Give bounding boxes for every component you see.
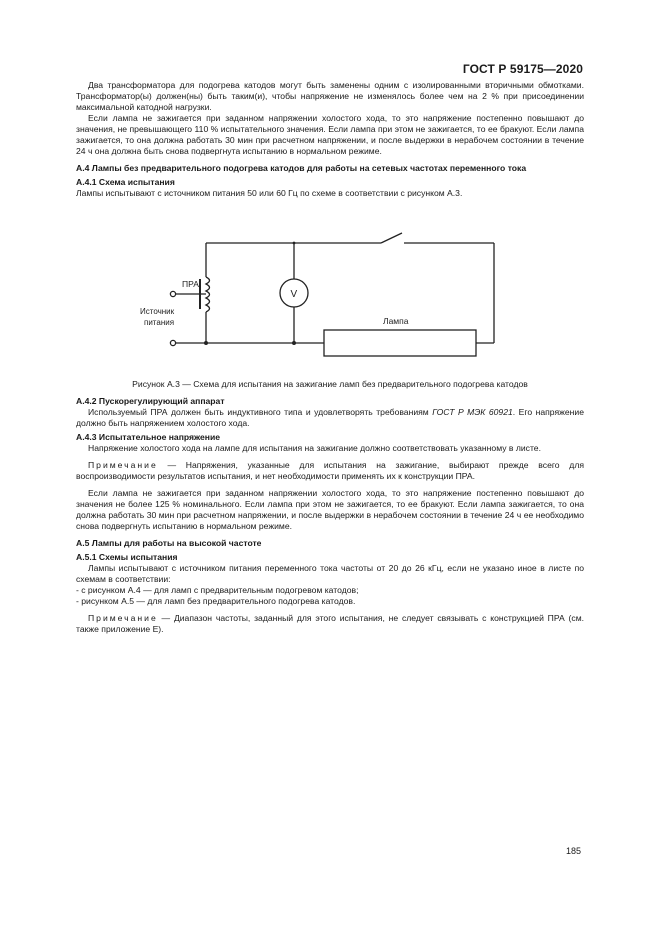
- paragraph: Если лампа не зажигается при заданном напряжении холостого хода, то это напряжение постепенно повышают до значения не более 125 % номинального. Если лампа при этом не зажигается, то ее бракуют. Если лампа зажигается, то она должна работать 30 мин при расчетном напряжении, и после выдержки в нерабочем состоянии в течение 24 ч ее необходимо снова подвергнуть испытанию в нормальном режиме.: [76, 488, 584, 531]
- figure-caption: Рисунок А.3 — Схема для испытания на зажигание ламп без предварительного подогрева катодов: [132, 379, 528, 389]
- junction-dot: [292, 341, 296, 345]
- paragraph: Напряжение холостого хода на лампе для испытания на зажигание должно соответствовать указанному в листе.: [88, 443, 541, 453]
- list-item: - рисунком А.5 — для ламп без предварительного подогрева катодов.: [76, 596, 356, 606]
- source-label-line1: Источник: [140, 307, 175, 316]
- note-label: Примечание: [88, 460, 158, 470]
- paragraph: Два трансформатора для подогрева катодов могут быть заменены одним с изолированными вторичными обмотками. Трансформатор(ы) должен(ны) быть таким(и), чтобы напряжение не изменялось более чем на 2 % при присоединении максимальной катодной нагрузки.: [76, 80, 584, 112]
- note-text: — Диапазон частоты, заданный для этого испытания, не следует связывать с конструкцией ПРА (см. также приложение Е).: [76, 613, 584, 634]
- document-header: ГОСТ Р 59175—2020: [462, 62, 583, 76]
- source-label-line2: питания: [144, 318, 175, 327]
- list-item: - с рисунком А.4 — для ламп с предварительным подогревом катодов;: [76, 585, 359, 595]
- terminal-upper-icon: [170, 291, 175, 296]
- subsection-heading-a4-1: А.4.1 Схема испытания: [76, 177, 175, 187]
- text-run: . Его напряжение должно быть напряжением холостого хода.: [76, 407, 584, 428]
- subsection-heading-a5-1: А.5.1 Схемы испытания: [76, 552, 178, 562]
- document-body: [76, 80, 584, 635]
- lamp-label: Лампа: [383, 316, 409, 326]
- paragraph: [76, 407, 584, 429]
- note-text: — Напряжения, указанные для испытания на зажигание, выбирают прежде всего для воспроизводимости результатов испытания, и нет необходимости применять их к конструкции ПРА.: [76, 460, 584, 481]
- section-heading-a5: А.5 Лампы для работы на высокой частоте: [76, 538, 262, 548]
- subsection-heading-a4-2: А.4.2 Пускорегулирующий аппарат: [76, 396, 225, 406]
- paragraph: Лампы испытывают с источником питания переменного тока частоты от 20 до 26 кГц, если не указано иное в листе по схемам в соответствии:: [76, 563, 584, 584]
- paragraph: Если лампа не зажигается при заданном напряжении холостого хода, то это напряжение постепенно повышают до значения, не превышающего 110 % испытательного значения. Если лампа при этом не зажигается, то ее бракуют. Если лампа зажигается, то она должна работать 30 мин при расчетном напряжении, и после выдержки в нерабочем состоянии в течение 24 ч она должна быть снова подвергнута испытанию в нормальном режиме.: [76, 113, 584, 156]
- switch-icon: [381, 233, 402, 243]
- text-run: Используемый ПРА должен быть индуктивного типа и удовлетворять требованиям: [88, 407, 433, 417]
- subsection-heading-a4-3: А.4.3 Испытательное напряжение: [76, 432, 221, 442]
- junction-dot: [293, 242, 296, 245]
- page-number: 185: [565, 846, 581, 856]
- note: [76, 613, 584, 635]
- note: [76, 460, 584, 482]
- ballast-label: ПРА: [182, 279, 199, 289]
- terminal-lower-icon: [170, 340, 175, 345]
- circuit-figure: [76, 199, 584, 379]
- circuit-diagram: [76, 199, 584, 379]
- junction-dot: [204, 341, 208, 345]
- paragraph: Лампы испытывают с источником питания 50 или 60 Гц по схеме в соответствии с рисунком А.3.: [76, 188, 463, 198]
- standard-reference: ГОСТ Р МЭК 60921: [432, 407, 513, 417]
- voltmeter-label: V: [290, 289, 298, 300]
- ballast-coil-icon: [206, 277, 210, 312]
- lamp-icon: [324, 330, 476, 356]
- section-heading-a4: А.4 Лампы без предварительного подогрева катодов для работы на сетевых частотах переменного тока: [76, 163, 527, 173]
- note-label: Примечание: [88, 613, 158, 623]
